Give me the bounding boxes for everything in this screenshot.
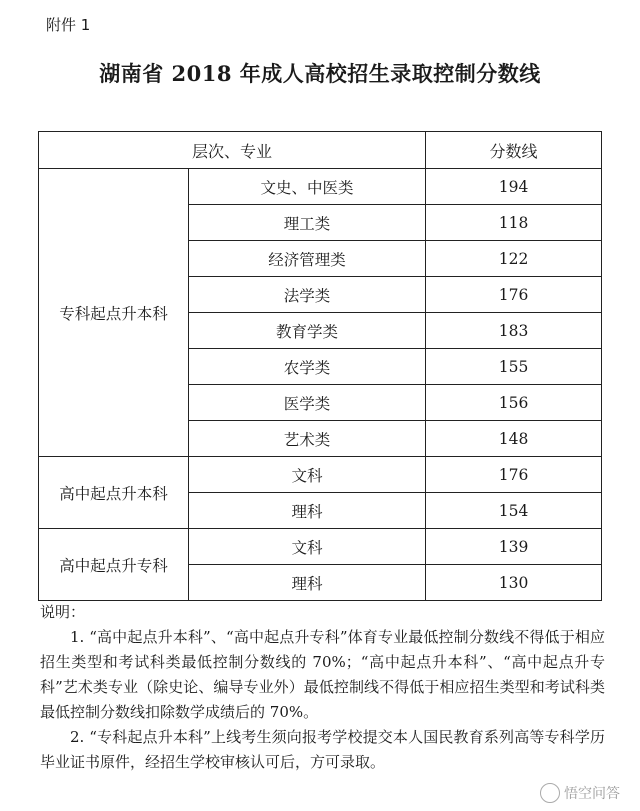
watermark [540, 783, 620, 803]
table-row [39, 529, 602, 565]
level-cell: 高中起点升专科 [39, 529, 189, 601]
level-cell: 高中起点升本科 [39, 457, 189, 529]
major-cell: 理科 [189, 493, 426, 529]
score-cell: 155 [426, 349, 602, 385]
watermark-logo-icon [540, 783, 560, 803]
table-row [39, 169, 602, 205]
score-cell: 176 [426, 277, 602, 313]
score-cell: 130 [426, 565, 602, 601]
major-cell: 理工类 [189, 205, 426, 241]
header-level-major: 层次、专业 [39, 132, 426, 169]
header-score: 分数线 [426, 132, 602, 169]
score-cell: 118 [426, 205, 602, 241]
attachment-label: 附件 1 [46, 16, 91, 34]
score-cell: 194 [426, 169, 602, 205]
score-cell: 122 [426, 241, 602, 277]
notes-section [40, 600, 605, 775]
note-item-1: 1. “高中起点升本科”、“高中起点升专科”体育专业最低控制分数线不得低于相应招生类型和考试科类最低控制分数线的 70%；“高中起点升本科”、“高中起点升专科”艺术类专业（除史论、编导专业外）最低控制线不得低于相应招生类型和考试科类最低控制分数线扣除数学成绩后的 70%。 [40, 628, 605, 721]
table-header-row [39, 132, 602, 169]
major-cell: 法学类 [189, 277, 426, 313]
note-item-2: 2. “专科起点升本科”上线考生须向报考学校提交本人国民教育系列高等专科学历毕业证书原件，经招生学校审核认可后，方可录取。 [40, 728, 605, 771]
score-cell: 148 [426, 421, 602, 457]
score-cell: 156 [426, 385, 602, 421]
document-title: 湖南省 2018 年成人高校招生录取控制分数线 [99, 61, 541, 86]
major-cell: 文科 [189, 529, 426, 565]
score-table [38, 131, 602, 601]
score-cell: 139 [426, 529, 602, 565]
score-cell: 154 [426, 493, 602, 529]
table-body [39, 169, 602, 601]
major-cell: 艺术类 [189, 421, 426, 457]
major-cell: 理科 [189, 565, 426, 601]
major-cell: 教育学类 [189, 313, 426, 349]
notes-heading: 说明： [40, 603, 86, 621]
major-cell: 医学类 [189, 385, 426, 421]
major-cell: 农学类 [189, 349, 426, 385]
level-cell: 专科起点升本科 [39, 169, 189, 457]
table-row [39, 457, 602, 493]
major-cell: 文史、中医类 [189, 169, 426, 205]
score-cell: 183 [426, 313, 602, 349]
watermark-text: 悟空问答 [564, 786, 620, 802]
major-cell: 经济管理类 [189, 241, 426, 277]
major-cell: 文科 [189, 457, 426, 493]
score-cell: 176 [426, 457, 602, 493]
